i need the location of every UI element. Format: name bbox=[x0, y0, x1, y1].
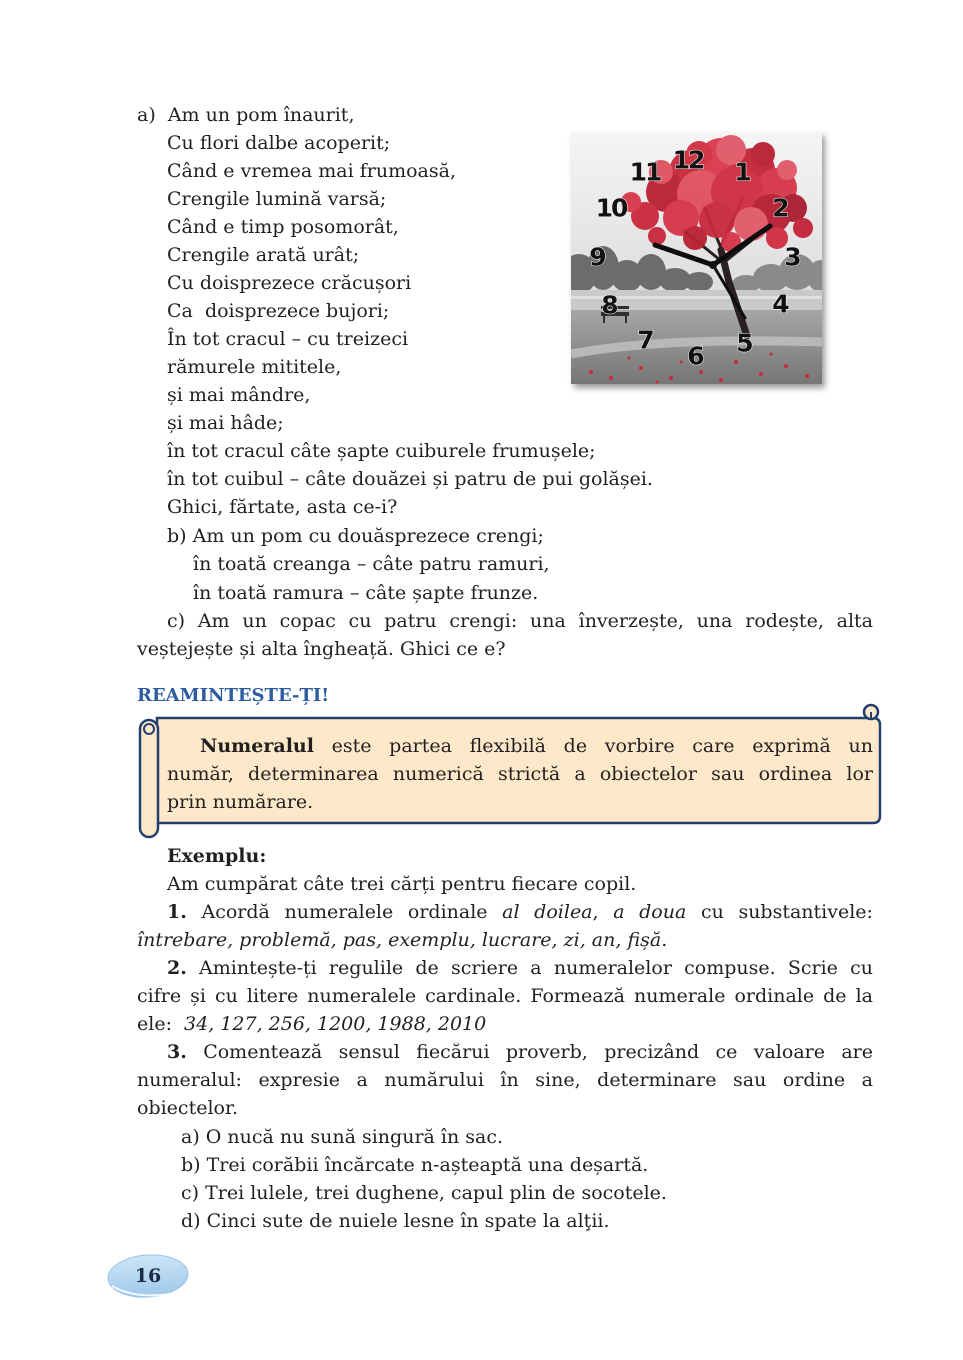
exercise-term: al doilea bbox=[502, 901, 593, 923]
riddle-a-line: Când e timp posomorât, bbox=[167, 216, 399, 238]
riddle-a-line: Când e vremea mai frumoasă, bbox=[167, 160, 456, 182]
proverb-item: c) Trei lulele, trei dughene, capul plin de socotele. bbox=[181, 1182, 667, 1204]
exercise-3-line bbox=[167, 1038, 873, 1066]
proverb-item: b) Trei corăbii încărcate n-așteaptă una deșartă. bbox=[181, 1154, 649, 1176]
exercise-1-line bbox=[137, 926, 667, 954]
riddle-a-line: în tot cracul câte șapte cuiburele frumușele; bbox=[167, 440, 596, 462]
riddle-a-line: Crengile arată urât; bbox=[167, 244, 360, 266]
exercise-3-line: numeralul: expresie a numărului în sine, determinare sau ordine a bbox=[137, 1069, 873, 1091]
riddle-b-line: în toată ramura – câte șapte frunze. bbox=[193, 582, 539, 604]
exercise-text: . bbox=[661, 929, 668, 951]
clock-number: 9 bbox=[589, 242, 605, 272]
riddle-a-line: Cu flori dalbe acoperit; bbox=[167, 132, 391, 154]
clock-number: 12 bbox=[672, 145, 704, 175]
clock-number: 5 bbox=[736, 328, 752, 358]
clock-number: 1 bbox=[734, 157, 750, 187]
exercise-2-line bbox=[167, 954, 873, 982]
riddle-a-line: În tot cracul – cu treizeci bbox=[167, 328, 409, 350]
riddle-a-line: Ca doisprezece bujori; bbox=[167, 300, 390, 322]
exercise-text: Amintește-ți regulile de scriere a numeralelor compuse. Scrie cu bbox=[186, 957, 873, 979]
definition-line: prin numărare. bbox=[167, 791, 314, 813]
clock-number: 2 bbox=[772, 193, 788, 223]
riddle-a-line: și mai hâde; bbox=[167, 412, 284, 434]
exercise-text: cu substantivele: bbox=[686, 901, 873, 923]
riddle-a-line: rămurele mititele, bbox=[167, 356, 342, 378]
exercise-2-line bbox=[137, 1010, 486, 1038]
riddle-b-line: în toată creanga – câte patru ramuri, bbox=[193, 553, 550, 575]
riddle-a-line: în tot cuibul – câte douăzei și patru de pui golășei. bbox=[167, 468, 653, 490]
riddle-a-line: și mai mândre, bbox=[167, 384, 311, 406]
definition-line: număr, determinarea numerică strictă a obiectelor sau ordinea lor bbox=[167, 763, 873, 785]
riddle-a-line: Ghici, fărtate, asta ce-i? bbox=[167, 496, 398, 518]
clock-number: 3 bbox=[784, 242, 800, 272]
clock-number: 4 bbox=[772, 289, 788, 319]
exercise-1-line bbox=[167, 898, 873, 926]
exercise-number: 3. bbox=[167, 1041, 187, 1063]
definition-line bbox=[167, 732, 873, 760]
clock-number: 10 bbox=[595, 193, 627, 223]
definition-term: Numeralul bbox=[200, 735, 314, 757]
exercise-text: ele: bbox=[137, 1013, 185, 1035]
tree-clock-drawing bbox=[571, 132, 822, 384]
page-number: 16 bbox=[134, 1265, 162, 1287]
exercise-text: , bbox=[592, 901, 614, 923]
exercise-2-line: cifre și cu litere numeralele cardinale. Formează numerale ordinale de la bbox=[137, 985, 873, 1007]
clock-number: 8 bbox=[601, 290, 617, 320]
exercise-nouns: întrebare, problemă, pas, exemplu, lucrare, zi, an, fișă bbox=[137, 929, 662, 951]
riddle-c-line: veștejește și alta îngheață. Ghici ce e? bbox=[137, 638, 506, 660]
exercise-text: Comentează sensul fiecărui proverb, precizând ce valoare are bbox=[186, 1041, 873, 1063]
riddle-b-line: b) Am un pom cu douăsprezece crengi; bbox=[167, 525, 544, 547]
riddle-a-line: a) Am un pom înaurit, bbox=[137, 104, 355, 126]
exercise-text: Acordă numeralele ordinale bbox=[186, 901, 503, 923]
definition-text: este partea flexibilă de vorbire care exprimă un bbox=[313, 735, 873, 757]
clock-number: 7 bbox=[637, 325, 653, 355]
riddle-a-line: Crengile lumină varsă; bbox=[167, 188, 387, 210]
exercise-term: a doua bbox=[613, 901, 687, 923]
example-label: Exemplu: bbox=[167, 845, 267, 867]
exercise-3-line: obiectelor. bbox=[137, 1097, 238, 1119]
clock-number: 6 bbox=[687, 341, 703, 371]
riddle-a-line: Cu doisprezece crăcușori bbox=[167, 272, 412, 294]
proverb-item: d) Cinci sute de nuiele lesne în spate la alţii. bbox=[181, 1210, 610, 1232]
exercise-numbers: 34, 127, 256, 1200, 1988, 2010 bbox=[184, 1013, 487, 1035]
exercise-number: 2. bbox=[167, 957, 187, 979]
clock-number: 11 bbox=[629, 157, 661, 187]
proverb-item: a) O nucă nu sună singură în sac. bbox=[181, 1126, 504, 1148]
riddle-c-line: c) Am un copac cu patru crengi: una înverzește, una rodește, alta bbox=[167, 610, 873, 632]
example-sentence: Am cumpărat câte trei cărți pentru fiecare copil. bbox=[167, 873, 637, 895]
remember-heading: REAMINTEȘTE-ȚI! bbox=[137, 685, 330, 706]
exercise-number: 1. bbox=[167, 901, 187, 923]
tree-clock-image bbox=[571, 132, 822, 384]
